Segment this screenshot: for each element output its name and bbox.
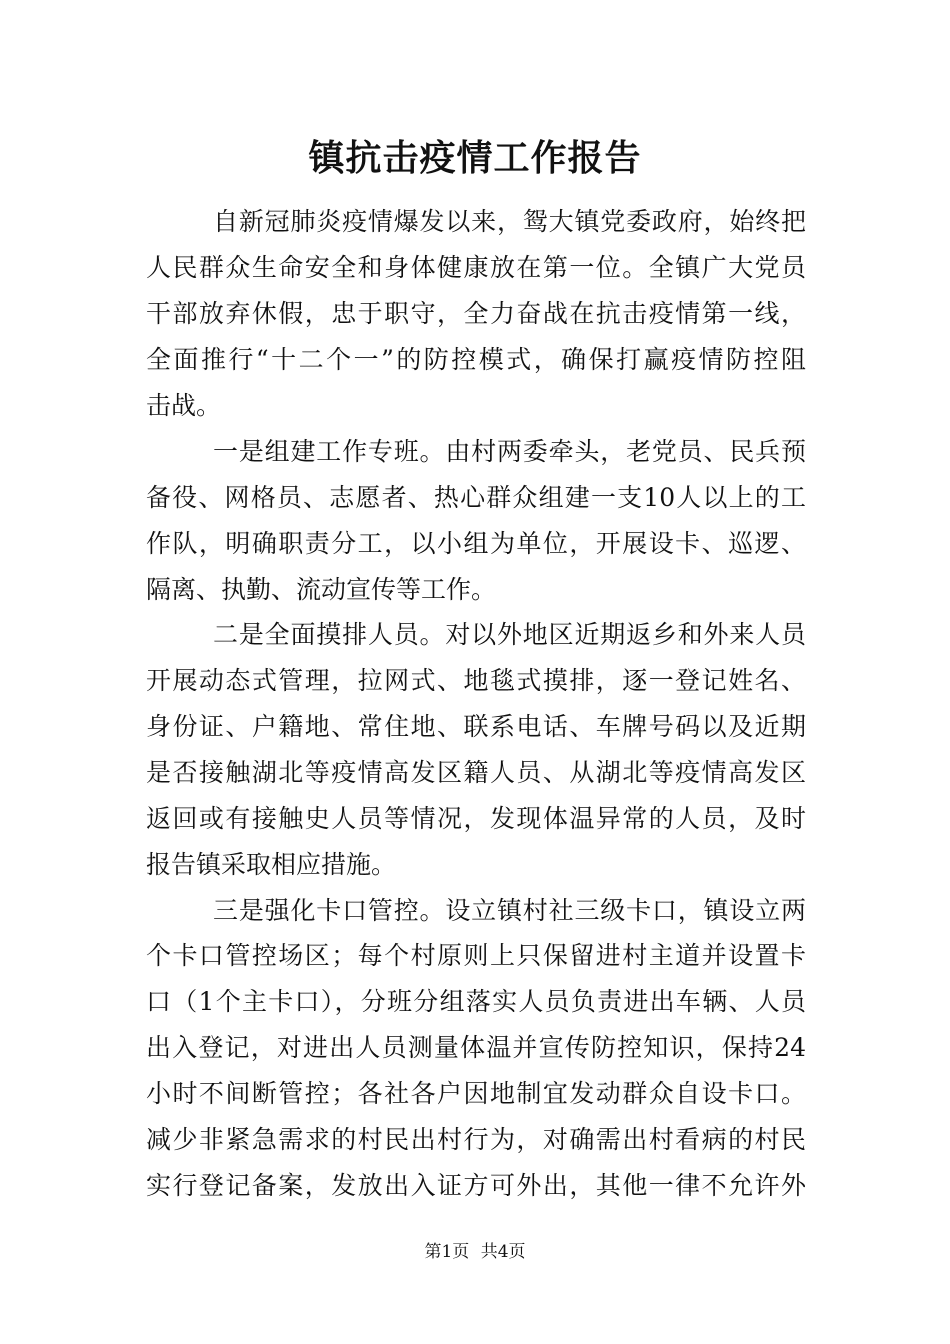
body-line: 个卡口管控场区；每个村原则上只保留进村主道并设置卡 <box>146 941 806 970</box>
body-line: 出入登记，对进出人员测量体温并宣传防控知识，保持24 <box>146 1033 806 1062</box>
body-line: 口（1个主卡口），分班分组落实人员负责进出车辆、人员 <box>146 987 806 1016</box>
body-line: 身份证、户籍地、常住地、联系电话、车牌号码以及近期 <box>146 712 806 741</box>
body-line: 自新冠肺炎疫情爆发以来，鸳大镇党委政府，始终把 <box>213 207 806 236</box>
body-line: 一是组建工作专班。由村两委牵头，老党员、民兵预 <box>213 437 806 466</box>
body-line: 开展动态式管理，拉网式、地毯式摸排，逐一登记姓名、 <box>146 666 806 695</box>
body-line: 报告镇采取相应措施。 <box>146 850 397 879</box>
body-line: 人民群众生命安全和身体健康放在第一位。全镇广大党员 <box>146 253 806 282</box>
body-line: 备役、网格员、志愿者、热心群众组建一支10人以上的工 <box>146 483 806 512</box>
body-line: 小时不间断管控；各社各户因地制宜发动群众自设卡口。 <box>146 1079 806 1108</box>
body-line: 隔离、执勤、流动宣传等工作。 <box>146 575 497 604</box>
body-line: 击战。 <box>146 391 222 420</box>
body-line: 全面推行“十二个一”的防控模式，确保打赢疫情防控阻 <box>146 345 806 374</box>
body-line: 干部放弃休假，忠于职守，全力奋战在抗击疫情第一线， <box>146 299 806 328</box>
body-line: 返回或有接触史人员等情况，发现体温异常的人员，及时 <box>146 804 806 833</box>
body-line: 二是全面摸排人员。对以外地区近期返乡和外来人员 <box>213 620 806 649</box>
body-line: 是否接触湖北等疫情高发区籍人员、从湖北等疫情高发区 <box>146 758 806 787</box>
body-line: 作队，明确职责分工，以小组为单位，开展设卡、巡逻、 <box>146 529 806 558</box>
body-line: 减少非紧急需求的村民出村行为，对确需出村看病的村民 <box>146 1125 806 1154</box>
body-line: 三是强化卡口管控。设立镇村社三级卡口，镇设立两 <box>213 896 806 925</box>
document-title: 镇抗击疫情工作报告 <box>308 137 642 179</box>
body-line: 实行登记备案，发放出入证方可外出，其他一律不允许外 <box>146 1171 806 1200</box>
page-number-footer: 第1页 共4页 <box>424 1242 526 1262</box>
